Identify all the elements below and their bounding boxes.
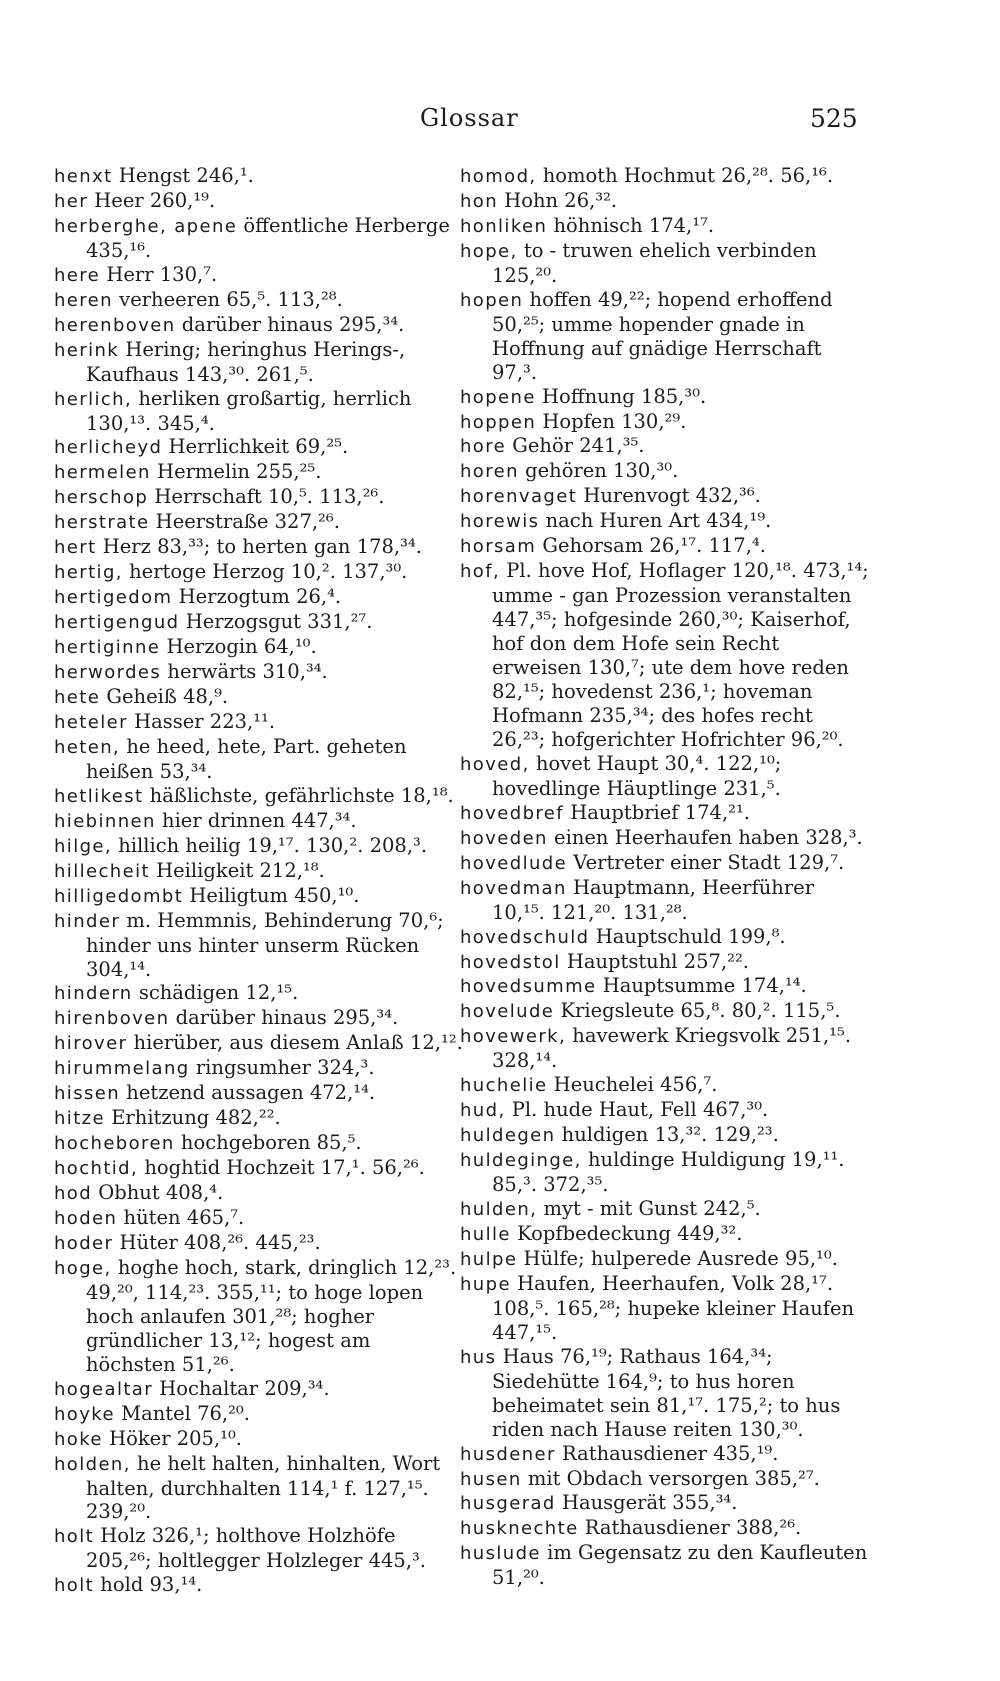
glossary-entry <box>460 851 870 876</box>
entry-definition: Heerstraße 327,²⁶. <box>149 510 340 534</box>
entry-lemma: hulden, <box>460 1199 538 1221</box>
entry-definition: hüten 465,⁷. <box>117 1206 245 1230</box>
glossary-entry <box>460 826 870 851</box>
entry-lemma: homod, <box>460 166 537 187</box>
entry-lemma: hinder <box>54 910 121 932</box>
glossary-entry <box>54 560 464 585</box>
entry-definition: Hengst 246,¹. <box>112 164 254 187</box>
glossary-entry <box>54 1181 464 1206</box>
entry-lemma: honliken <box>460 215 548 237</box>
glossary-entry <box>460 1148 870 1197</box>
entry-definition: Pl. hove Hof, Hoflager 120,¹⁸. 473,¹⁴; umme - gan Prozession veranstalten 447,³⁵; hofgesinde 260,³⁰; Kaiserhof, hof don dem Hofe sein Recht erweisen 130,⁷; ute dem hove reden 82,¹⁵; hovedenst 236,¹; hoveman Hofmann 235,³⁴; des hofes recht 26,²³; hofgerichter Hofrichter 96,²⁰. <box>492 559 869 751</box>
entry-definition: Hering; heringhus Herings-, Kaufhaus 143,³⁰. 261,⁵. <box>86 337 406 386</box>
glossary-entry <box>54 610 464 635</box>
entry-definition: verheeren 65,⁵. 113,²⁸. <box>112 287 343 311</box>
entry-definition: Herz 83,³³; to herten gan 178,³⁴. <box>96 535 422 559</box>
glossary-entry <box>460 801 870 826</box>
entry-lemma: herlicheyd <box>54 437 163 459</box>
entry-lemma: her <box>54 190 89 212</box>
entry-lemma: herwordes <box>54 662 162 684</box>
entry-definition: Herzogin 64,¹⁰. <box>160 635 317 659</box>
entry-definition: Hochaltar 209,³⁴. <box>153 1376 330 1400</box>
entry-lemma: hulle <box>460 1223 511 1245</box>
entry-definition: hoghe hoch, stark, dringlich 12,²³. 49,²⁰, 114,²³. 355,¹¹; to hoge lopen hoch anlaufen 301,²⁸; hogher gründlicher 13,¹²; hogest am höchsten 51,²⁶. <box>86 1255 457 1376</box>
glossary-entry <box>54 585 464 610</box>
glossary-entry <box>54 338 464 387</box>
entry-definition: Heiligtum 450,¹⁰. <box>183 883 360 907</box>
entry-definition: Herr 130,⁷. <box>100 262 218 286</box>
running-head <box>0 104 1000 140</box>
entry-lemma: herschop <box>54 487 149 509</box>
entry-definition: Hermelin 255,²⁵. <box>150 460 322 484</box>
entry-definition: hold 93,¹⁴. <box>94 1573 203 1597</box>
entry-lemma: holden, <box>54 1453 131 1475</box>
entry-lemma: horen <box>460 461 519 483</box>
entry-definition: mit Obdach versorgen 385,²⁷. <box>521 1466 820 1490</box>
glossary-entry <box>460 1516 870 1541</box>
glossary-entry <box>54 214 464 263</box>
glossary-entry <box>460 999 870 1024</box>
entry-lemma: hilge, <box>54 835 113 857</box>
entry-definition: ringsumher 324,³. <box>189 1056 375 1080</box>
entry-lemma: huslude <box>460 1543 541 1565</box>
entry-definition: Heuchelei 456,⁷. <box>547 1073 718 1097</box>
entry-lemma: hopene <box>460 386 536 408</box>
glossary-entry <box>460 1491 870 1516</box>
entry-definition: Hülfe; hulperede Ausrede 95,¹⁰. <box>517 1246 838 1270</box>
entry-definition: to - truwen ehelich verbinden 125,²⁰. <box>492 238 817 287</box>
entry-lemma: heten, <box>54 736 121 758</box>
entry-lemma: hoder <box>54 1232 114 1254</box>
entry-lemma: hope, <box>460 240 518 262</box>
entry-definition: Herzogtum 26,⁴. <box>172 585 342 609</box>
glossary-entry <box>54 809 464 834</box>
entry-definition: Holz 326,¹; holthove Holzhöfe 205,²⁶; holtlegger Holzleger 445,³. <box>86 1524 427 1573</box>
entry-lemma: henxt <box>54 166 113 187</box>
glossary-entry <box>54 884 464 909</box>
entry-definition: Hauptstuhl 257,²². <box>560 949 749 973</box>
entry-definition: Herrschaft 10,⁵. 113,²⁶. <box>148 485 385 509</box>
glossary-entry <box>460 164 870 189</box>
entry-definition: häßlichste, gefährlichste 18,¹⁸. <box>143 783 454 807</box>
glossary-entry <box>54 834 464 859</box>
glossary-entry <box>54 1231 464 1256</box>
glossary-entry <box>460 1442 870 1467</box>
glossary-entry <box>54 263 464 288</box>
glossary-entry <box>54 1106 464 1131</box>
entry-lemma: horenvaget <box>460 486 578 508</box>
glossary-entry <box>54 735 464 784</box>
glossary-entry <box>460 214 870 239</box>
entry-definition: Hüter 408,²⁶. 445,²³. <box>113 1230 321 1254</box>
glossary-entry <box>460 559 870 752</box>
glossary-entry <box>460 1197 870 1222</box>
entry-lemma: hoke <box>54 1428 103 1450</box>
glossary-entry <box>460 1345 870 1442</box>
entry-lemma: hoveden <box>460 827 548 849</box>
entry-lemma: herberghe, apene <box>54 215 238 237</box>
entry-lemma: hoppen <box>460 411 537 433</box>
glossary-entry <box>54 164 464 189</box>
glossary-entry <box>54 485 464 510</box>
entry-definition: Hausgerät 355,³⁴. <box>555 1491 738 1515</box>
glossary-entry <box>460 410 870 435</box>
entry-lemma: heteler <box>54 711 128 733</box>
entry-definition: Gehorsam 26,¹⁷. 117,⁴. <box>536 534 766 558</box>
glossary-entry <box>54 1056 464 1081</box>
entry-lemma: hus <box>460 1346 497 1368</box>
glossary-entry <box>460 950 870 975</box>
entry-definition: nach Huren Art 434,¹⁹. <box>539 509 772 533</box>
glossary-entry <box>460 1541 870 1590</box>
glossary-entry <box>54 1031 464 1056</box>
entry-definition: Gehör 241,³⁵. <box>506 434 645 458</box>
entry-lemma: hiebinnen <box>54 810 156 832</box>
page-number: 525 <box>810 104 858 133</box>
glossary-entry <box>460 1123 870 1148</box>
glossary-entry <box>460 876 870 925</box>
entry-definition: Kriegsleute 65,⁸. 80,². 115,⁵. <box>554 999 841 1023</box>
glossary-entry <box>54 685 464 710</box>
entry-definition: hertoge Herzog 10,². 137,³⁰. <box>122 560 408 584</box>
glossary-entry <box>54 1156 464 1181</box>
entry-definition: hier drinnen 447,³⁴. <box>155 808 357 832</box>
glossary-entry <box>460 752 870 801</box>
entry-definition: Hauptschuld 199,⁸. <box>589 924 786 948</box>
entry-definition: Hauptsumme 174,¹⁴. <box>596 974 807 998</box>
entry-definition: Heiligkeit 212,¹⁸. <box>149 858 325 882</box>
glossary-entry <box>54 909 464 982</box>
glossary-entry <box>54 1377 464 1402</box>
glossary-entry <box>460 1222 870 1247</box>
entry-definition: Hopfen 130,²⁹. <box>536 409 687 433</box>
entry-lemma: husgerad <box>460 1493 556 1515</box>
glossary-entry <box>54 535 464 560</box>
entry-definition: Haus 76,¹⁹; Rathaus 164,³⁴; Siedehütte 164,⁹; to hus horen beheimatet sein 81,¹⁷. 175,²; to hus riden nach Hause reiten 130,³⁰. <box>492 1344 841 1441</box>
entry-lemma: hirover <box>54 1033 128 1055</box>
entry-definition: Heer 260,¹⁹. <box>88 188 216 212</box>
entry-definition: Rathausdiener 388,²⁶. <box>578 1516 802 1540</box>
right-column <box>460 164 870 1590</box>
entry-definition: herwärts 310,³⁴. <box>161 660 328 684</box>
entry-lemma: huchelie <box>460 1075 548 1097</box>
entry-lemma: hovedbref <box>460 802 565 824</box>
entry-lemma: hilligedombt <box>54 885 184 907</box>
entry-lemma: hertigengud <box>54 612 180 634</box>
entry-lemma: herink <box>54 339 120 361</box>
entry-lemma: hillecheit <box>54 860 150 882</box>
entry-lemma: hod <box>54 1183 93 1205</box>
entry-definition: huldigen 13,³². 129,²³. <box>555 1123 779 1147</box>
entry-lemma: hissen <box>54 1083 121 1105</box>
entry-definition: hoghtid Hochzeit 17,¹. 56,²⁶. <box>138 1156 425 1180</box>
entry-lemma: hovedlude <box>460 852 568 874</box>
glossary-entry <box>54 635 464 660</box>
glossary-entry <box>54 1131 464 1156</box>
glossary-entry <box>54 1402 464 1427</box>
entry-lemma: hertiginne <box>54 637 161 659</box>
entry-definition: hetzend aussagen 472,¹⁴. <box>120 1081 376 1105</box>
entry-lemma: holt <box>54 1526 95 1548</box>
entry-lemma: hopen <box>460 289 524 311</box>
entry-lemma: horsam <box>460 536 537 558</box>
entry-lemma: hert <box>54 537 97 559</box>
entry-definition: öffentliche Herberge 435,¹⁶. <box>86 213 450 262</box>
entry-lemma: holt <box>54 1575 95 1597</box>
entry-lemma: husdener <box>460 1443 556 1465</box>
entry-lemma: hovedschuld <box>460 926 590 948</box>
entry-lemma: heren <box>54 289 113 311</box>
entry-lemma: hof, <box>460 561 501 583</box>
entry-lemma: huldeginge, <box>460 1150 582 1172</box>
glossary-entry <box>54 1206 464 1231</box>
entry-definition: Hurenvogt 432,³⁶. <box>577 484 761 508</box>
entry-lemma: hogealtar <box>54 1378 154 1400</box>
entry-definition: hierüber, aus diesem Anlaß 12,¹². <box>127 1031 463 1055</box>
entry-lemma: hoge, <box>54 1257 112 1279</box>
entry-lemma: horewis <box>460 511 540 533</box>
glossary-entry <box>54 1573 464 1598</box>
entry-definition: hoffen 49,²²; hopend erhoffend 50,²⁵; umme hopender gnade in Hoffnung auf gnädige Herrschaft 97,³. <box>492 287 833 384</box>
glossary-entry <box>54 510 464 535</box>
entry-definition: Hohn 26,³². <box>498 188 618 212</box>
entry-definition: höhnisch 174,¹⁷. <box>547 213 715 237</box>
entry-lemma: hovedstol <box>460 951 561 973</box>
entry-lemma: hindern <box>54 983 133 1005</box>
entry-lemma: hochtid, <box>54 1158 139 1180</box>
glossary-entry <box>54 460 464 485</box>
glossary-entry <box>460 434 870 459</box>
entry-definition: myt - mit Gunst 242,⁵. <box>537 1197 761 1221</box>
glossary-entry <box>460 189 870 214</box>
glossary-entry <box>460 459 870 484</box>
glossary-entry <box>460 974 870 999</box>
entry-lemma: hirummelang <box>54 1058 190 1080</box>
entry-definition: im Gegensatz zu den Kaufleuten 51,²⁰. <box>492 1541 868 1590</box>
entry-definition: Hauptbrief 174,²¹. <box>564 800 750 824</box>
entry-lemma: huldegen <box>460 1125 556 1147</box>
entry-lemma: hovelude <box>460 1001 555 1023</box>
glossary-entry <box>54 435 464 460</box>
entry-definition: Vertreter einer Stadt 129,⁷. <box>567 850 845 874</box>
entry-lemma: herstrate <box>54 512 150 534</box>
entry-lemma: hoved, <box>460 753 530 775</box>
entry-lemma: hete <box>54 687 101 709</box>
entry-definition: gehören 130,³⁰. <box>518 459 679 483</box>
entry-definition: herliken großartig, herrlich 130,¹³. 345,⁴. <box>86 386 412 435</box>
glossary-entry <box>54 189 464 214</box>
glossary-entry <box>460 288 870 385</box>
entry-definition: m. Hemmnis, Behinderung 70,⁶; hinder uns hinter unserm Rücken 304,¹⁴. <box>86 908 444 981</box>
entry-definition: hovet Haupt 30,⁴. 122,¹⁰; hovedlinge Häuptlinge 231,⁵. <box>492 751 782 800</box>
entry-lemma: husknechte <box>460 1518 579 1540</box>
glossary-entry <box>54 1452 464 1525</box>
entry-definition: homoth Hochmut 26,²⁸. 56,¹⁶. <box>536 164 834 187</box>
glossary-entry <box>54 784 464 809</box>
glossary-entry <box>54 1081 464 1106</box>
glossary-entry <box>460 925 870 950</box>
entry-lemma: hirenboven <box>54 1008 170 1030</box>
entry-lemma: hocheboren <box>54 1133 175 1155</box>
entry-lemma: hupe <box>460 1273 511 1295</box>
entry-lemma: here <box>54 264 101 286</box>
entry-lemma: hoyke <box>54 1403 115 1425</box>
glossary-entry <box>460 1247 870 1272</box>
glossary-entry <box>54 1427 464 1452</box>
entry-lemma: hertigedom <box>54 587 173 609</box>
entry-definition: Hauptmann, Heerführer 10,¹⁵. 121,²⁰. 131,²⁸. <box>492 875 815 924</box>
entry-definition: Rathausdiener 435,¹⁹. <box>555 1441 779 1465</box>
entry-definition: Erhitzung 482,²². <box>105 1106 281 1130</box>
glossary-entry <box>460 1272 870 1345</box>
glossary-entry <box>460 509 870 534</box>
glossary-entry <box>54 313 464 338</box>
glossary-entry <box>54 710 464 735</box>
entry-lemma: hovedsumme <box>460 976 597 998</box>
glossary-entry <box>54 859 464 884</box>
entry-definition: Höker 205,¹⁰. <box>102 1426 242 1450</box>
entry-definition: Geheiß 48,⁹. <box>100 685 229 709</box>
entry-lemma: hoden <box>54 1208 118 1230</box>
glossary-entry <box>460 484 870 509</box>
entry-definition: Kopfbedeckung 449,³². <box>510 1221 743 1245</box>
glossary-entry <box>54 1524 464 1573</box>
entry-definition: huldinge Huldigung 19,¹¹. 85,³. 372,³⁵. <box>492 1148 845 1197</box>
entry-lemma: herlich, <box>54 388 133 410</box>
glossary-entry <box>460 1024 870 1073</box>
entry-definition: Haufen, Heerhaufen, Volk 28,¹⁷. 108,⁵. 165,²⁸; hupeke kleiner Haufen 447,¹⁵. <box>492 1271 855 1344</box>
entry-lemma: herenboven <box>54 314 176 336</box>
glossary-entry <box>460 1073 870 1098</box>
entry-definition: Hasser 223,¹¹. <box>127 709 276 733</box>
glossary-entry <box>54 660 464 685</box>
entry-lemma: hulpe <box>460 1248 518 1270</box>
entry-definition: hillich heilig 19,¹⁷. 130,². 208,³. <box>112 833 428 857</box>
entry-definition: Herzogsgut 331,²⁷. <box>179 610 373 634</box>
glossary-entry <box>54 288 464 313</box>
entry-lemma: hon <box>460 190 499 212</box>
glossary-entry <box>460 239 870 288</box>
entry-lemma: hitze <box>54 1108 105 1130</box>
glossary-entry <box>54 1256 464 1377</box>
entry-definition: Obhut 408,⁴. <box>92 1181 224 1205</box>
entry-lemma: hovedman <box>460 877 567 899</box>
entry-lemma: hud, <box>460 1100 506 1122</box>
entry-definition: havewerk Kriegsvolk 251,¹⁵. 328,¹⁴. <box>492 1024 852 1073</box>
entry-definition: Hoffnung 185,³⁰. <box>535 384 707 408</box>
glossary-entry <box>460 385 870 410</box>
glossary-entry <box>54 1006 464 1031</box>
entry-lemma: hertig, <box>54 562 123 584</box>
entry-definition: schädigen 12,¹⁵. <box>132 981 299 1005</box>
entry-lemma: hetlikest <box>54 785 144 807</box>
running-title: Glossar <box>420 104 519 132</box>
entry-definition: hochgeboren 85,⁵. <box>174 1131 362 1155</box>
glossary-entry <box>54 981 464 1006</box>
glossary-entry <box>460 1098 870 1123</box>
entry-lemma: hermelen <box>54 462 151 484</box>
entry-definition: Pl. hude Haut, Fell 467,³⁰. <box>505 1098 769 1122</box>
entry-definition: einen Heerhaufen haben 328,³. <box>547 825 863 849</box>
glossary-entry <box>54 387 464 436</box>
entry-definition: darüber hinaus 295,³⁴. <box>175 312 405 336</box>
entry-definition: Herrlichkeit 69,²⁵. <box>162 435 349 459</box>
entry-definition: Mantel 76,²⁰. <box>114 1401 250 1425</box>
entry-lemma: husen <box>460 1468 522 1490</box>
entry-lemma: hovewerk, <box>460 1026 567 1048</box>
glossary-entry <box>460 1467 870 1492</box>
left-column <box>54 164 464 1598</box>
entry-definition: he heed, hete, Part. geheten heißen 53,³⁴. <box>86 734 407 783</box>
entry-lemma: hore <box>460 436 507 458</box>
entry-definition: darüber hinaus 295,³⁴. <box>169 1006 399 1030</box>
entry-definition: he helt halten, hinhalten, Wort halten, durchhalten 114,¹ f. 127,¹⁵. 239,²⁰. <box>86 1451 441 1524</box>
glossary-entry <box>460 534 870 559</box>
